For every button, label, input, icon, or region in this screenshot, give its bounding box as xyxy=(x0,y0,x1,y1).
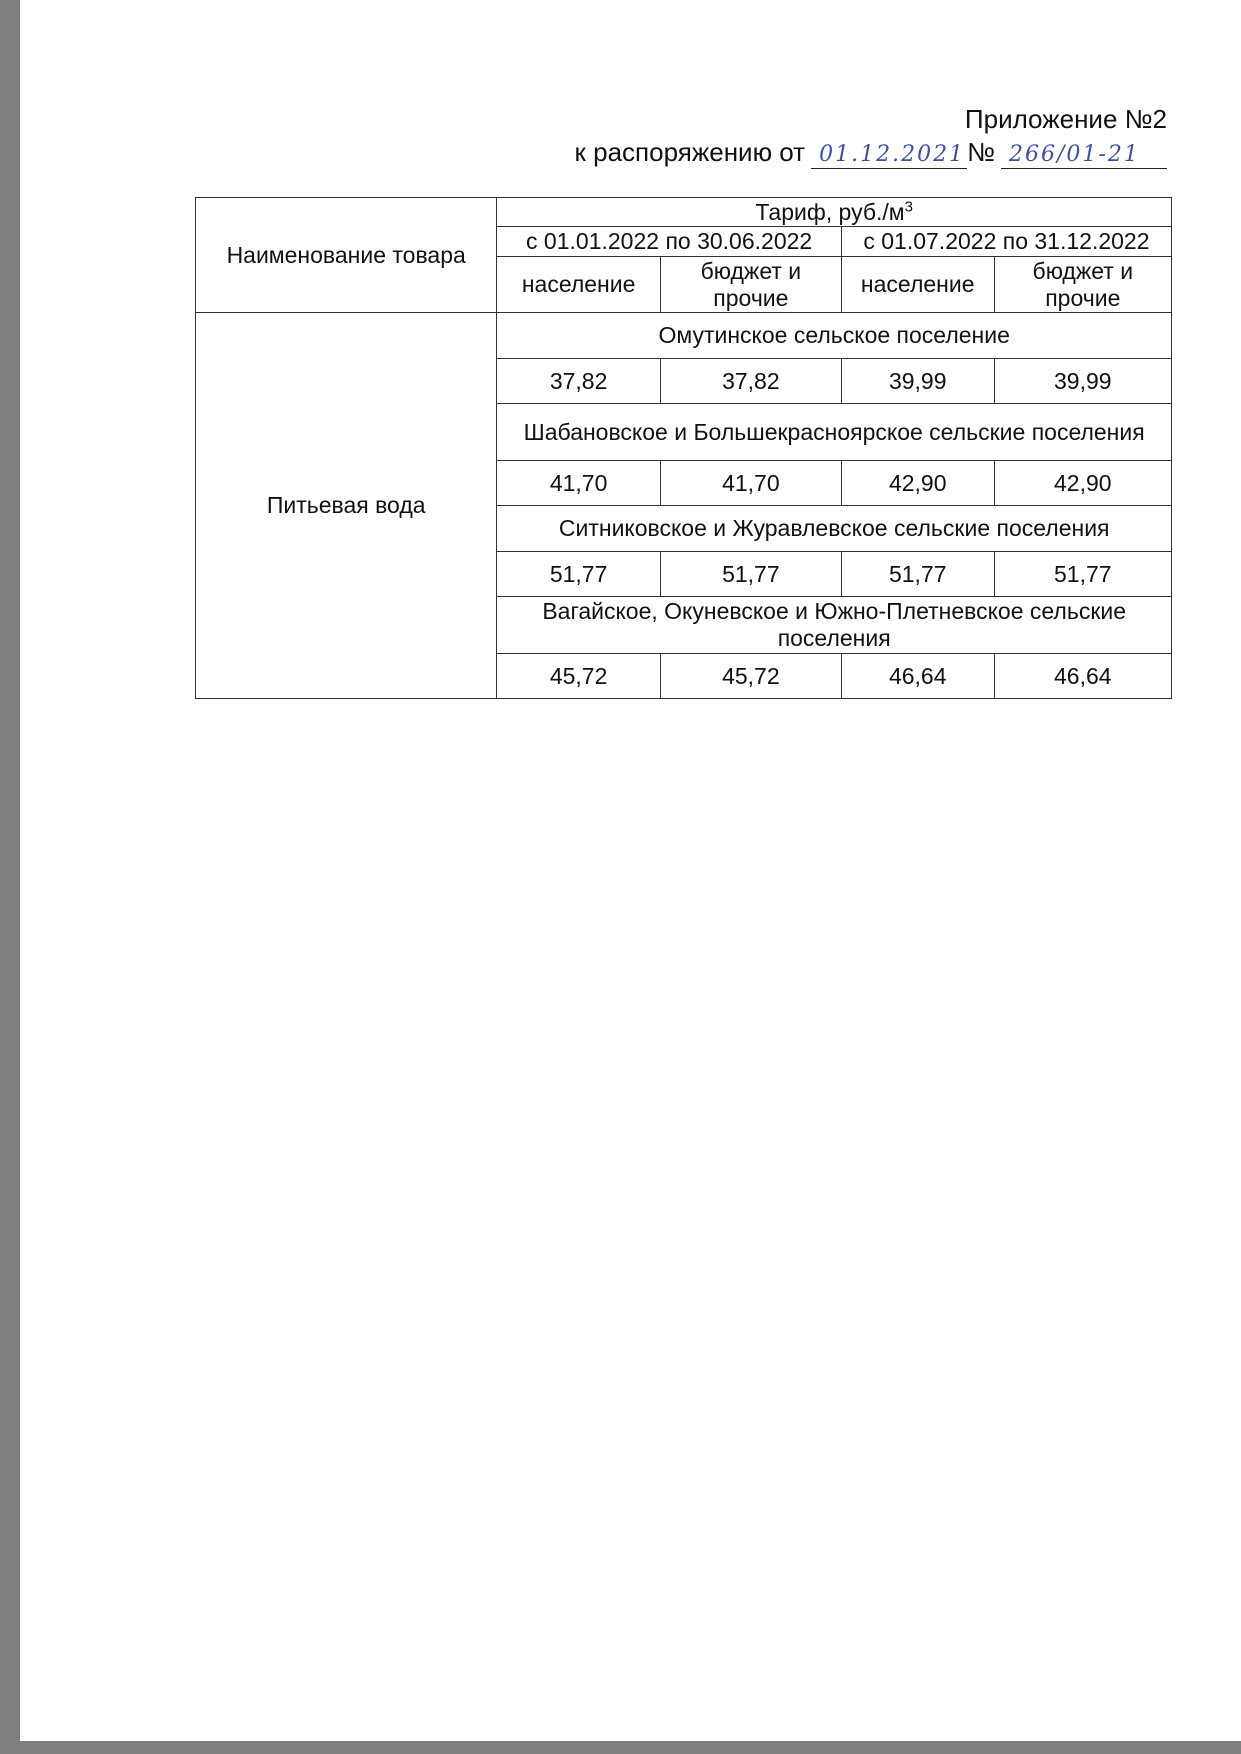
value-cell: 39,99 xyxy=(994,359,1171,404)
tariff-header-label: Тариф, руб./м xyxy=(755,198,905,225)
settlement-name: Вагайское, Окуневское и Южно-Плетневское сельские поселения xyxy=(497,597,1172,654)
product-name-cell: Питьевая вода xyxy=(196,313,497,699)
settlement-name: Ситниковское и Журавлевское сельские поселения xyxy=(497,506,1172,552)
settlement-name: Шабановское и Большекрасноярское сельские поселения xyxy=(497,404,1172,461)
tariff-table xyxy=(195,197,1172,699)
scan-edge-bottom xyxy=(0,1741,1241,1754)
column-header-product-name: Наименование товара xyxy=(196,198,497,313)
period-header-2: с 01.07.2022 по 31.12.2022 xyxy=(841,227,1171,257)
header-row-tariff xyxy=(196,198,1172,227)
order-prefix: к распоряжению от xyxy=(574,137,806,167)
value-cell: 51,77 xyxy=(497,552,660,597)
value-cell: 46,64 xyxy=(994,654,1171,699)
order-date-handwritten: 01.12.2021 xyxy=(811,142,967,169)
tariff-header xyxy=(497,198,1172,227)
value-cell: 51,77 xyxy=(660,552,841,597)
order-reference xyxy=(575,136,1167,169)
scan-edge-left xyxy=(0,0,20,1754)
value-cell: 42,90 xyxy=(994,461,1171,506)
value-cell: 45,72 xyxy=(660,654,841,699)
value-cell: 51,77 xyxy=(994,552,1171,597)
value-cell: 46,64 xyxy=(841,654,994,699)
value-cell: 39,99 xyxy=(841,359,994,404)
sub-header-budget-2: бюджет и прочие xyxy=(994,257,1171,313)
value-cell: 51,77 xyxy=(841,552,994,597)
value-cell: 37,82 xyxy=(660,359,841,404)
value-cell: 41,70 xyxy=(497,461,660,506)
sub-header-budget-1: бюджет и прочие xyxy=(660,257,841,313)
period-header-1: с 01.01.2022 по 30.06.2022 xyxy=(497,227,842,257)
settlement-name: Омутинское сельское поселение xyxy=(497,313,1172,359)
value-cell: 45,72 xyxy=(497,654,660,699)
tariff-unit-superscript: 3 xyxy=(904,197,913,215)
number-sign: № xyxy=(967,137,995,167)
value-cell: 42,90 xyxy=(841,461,994,506)
order-number-handwritten: 266/01-21 xyxy=(1001,142,1167,169)
value-cell: 41,70 xyxy=(660,461,841,506)
document-header xyxy=(575,103,1167,169)
sub-header-population-2: население xyxy=(841,257,994,313)
appendix-title: Приложение №2 xyxy=(964,104,1167,134)
group-row xyxy=(196,313,1172,359)
sub-header-population-1: население xyxy=(497,257,660,313)
value-cell: 37,82 xyxy=(497,359,660,404)
